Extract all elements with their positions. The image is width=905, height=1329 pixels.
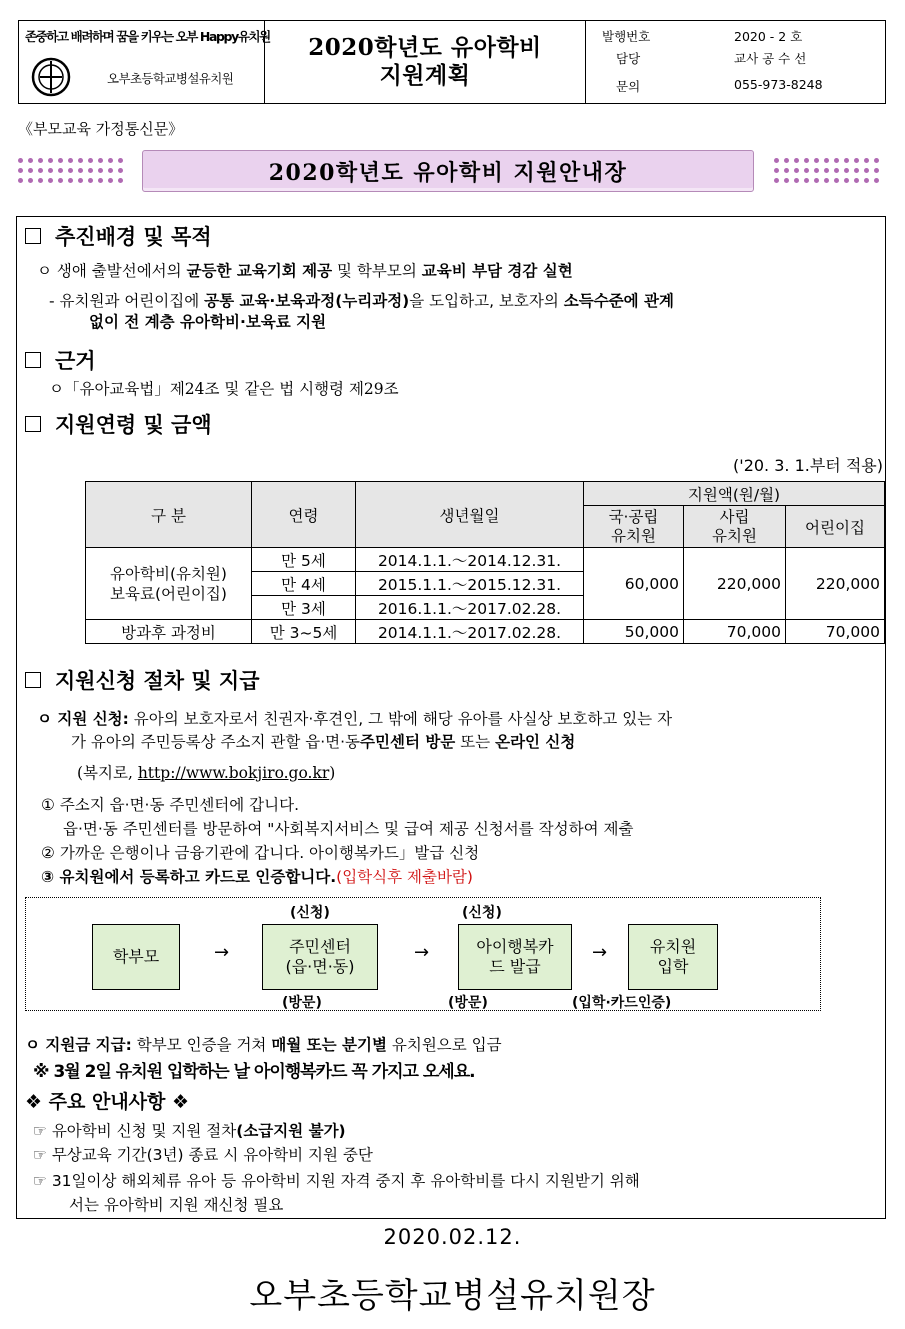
- text-bold: 매월 또는 분기별: [271, 1036, 387, 1054]
- banner-dot: [844, 168, 849, 173]
- banner-dot: [834, 178, 839, 183]
- section-amount-heading: [25, 409, 212, 439]
- cell-age: 만 3~5세: [252, 620, 356, 644]
- banner-dot: [68, 158, 73, 163]
- banner-dot: [824, 178, 829, 183]
- procedure-flow-diagram: [25, 897, 821, 1011]
- banner-dot: [774, 158, 779, 163]
- table-row: [86, 620, 885, 644]
- banner-dot: [794, 178, 799, 183]
- banner-dot: [68, 168, 73, 173]
- banner-dot: [814, 168, 819, 173]
- table-row: [86, 548, 885, 572]
- banner-dot: [804, 168, 809, 173]
- banner-dot: [68, 178, 73, 183]
- banner-dot: [118, 178, 123, 183]
- banner-dot: [88, 168, 93, 173]
- issue-value: 2020 - 2 호: [734, 29, 803, 44]
- banner-dot: [774, 168, 779, 173]
- flow-box-kindergarten: 유치원 입학: [628, 924, 718, 990]
- banner-dot: [784, 168, 789, 173]
- banner-dot: [18, 168, 23, 173]
- flow-box-card: 아이행복카 드 발급: [458, 924, 572, 990]
- charge-label: 담당: [616, 51, 641, 66]
- text: - 유치원과 어린이집에: [49, 292, 205, 310]
- banner-dot: [58, 158, 63, 163]
- school-info-cell: [19, 21, 270, 103]
- th-private: 사립 유치원: [684, 506, 786, 548]
- text: ): [329, 764, 336, 782]
- background-sub2: 없이 전 계층 유아학비·보육료 지원: [89, 313, 327, 331]
- cell-private: 70,000: [684, 620, 786, 644]
- banner-dot: [844, 158, 849, 163]
- apply-line2: [71, 730, 575, 752]
- checkbox-icon: [25, 228, 41, 244]
- flow-label-visit: (방문): [282, 995, 322, 1011]
- cell-age: 만 4세: [252, 572, 356, 596]
- step2: ② 가까운 은행이나 금융기관에 갑니다. 아이행복카드」발급 신청: [41, 844, 480, 862]
- banner-dot: [784, 178, 789, 183]
- school-name: 오부초등학교병설유치원: [107, 71, 234, 86]
- banner-dot: [874, 178, 879, 183]
- cell-public: 50,000: [584, 620, 684, 644]
- text-bold: 온라인 신청: [495, 733, 576, 751]
- banner-dot: [774, 178, 779, 183]
- banner-dot: [108, 158, 113, 163]
- banner-dot: [854, 158, 859, 163]
- banner-dot: [874, 158, 879, 163]
- text-bold: ㅇ 지원 신청:: [37, 710, 129, 728]
- banner-dot: [98, 178, 103, 183]
- banner-dot: [48, 158, 53, 163]
- cell-birth: 2016.1.1.～2017.02.28.: [356, 596, 584, 620]
- banner-dot: [784, 158, 789, 163]
- banner-dots-left: [16, 156, 128, 186]
- issue-label: 발행번호: [602, 29, 651, 44]
- flow-box-center: 주민센터 (읍·면·동): [262, 924, 378, 990]
- payment-line: [25, 1033, 502, 1055]
- newsletter-header: [18, 20, 886, 104]
- banner-dot: [78, 168, 83, 173]
- cell-category: 방과후 과정비: [86, 620, 252, 644]
- header-title-line2: 지원계획: [379, 62, 471, 89]
- banner-dot: [78, 158, 83, 163]
- arrow-right-icon: →: [592, 942, 608, 963]
- banner-dot: [38, 178, 43, 183]
- header-title-line1: 2020학년도 유아학비: [308, 34, 542, 61]
- basis-text: ㅇ「유아교육법」제24조 및 같은 법 시행령 제29조: [49, 380, 399, 398]
- flow-label-apply: (신청): [290, 905, 330, 921]
- flow-box-parent: 학부모: [92, 924, 180, 990]
- step1: ① 주소지 읍·면·동 주민센터에 갑니다.: [41, 796, 300, 814]
- issue-info-cell: [586, 21, 885, 103]
- step3: [41, 865, 473, 887]
- banner-dot: [854, 178, 859, 183]
- text-bold: 균등한 교육기회 제공: [186, 261, 333, 280]
- banner-dot: [824, 158, 829, 163]
- banner-dot: [58, 178, 63, 183]
- banner-dot: [864, 178, 869, 183]
- cell-age: 만 5세: [252, 548, 356, 572]
- text-bold: ㅇ 지원금 지급:: [25, 1036, 132, 1054]
- banner-dot: [804, 178, 809, 183]
- banner-dot: [804, 158, 809, 163]
- banner-dot: [28, 158, 33, 163]
- checkbox-icon: [25, 352, 41, 368]
- newsletter-type: 《부모교육 가정통신문》: [18, 120, 184, 138]
- banner-title: 2020학년도 유아학비 지원안내장: [142, 150, 754, 192]
- text-bold: 주민센터 방문: [360, 733, 456, 751]
- banner-dot: [854, 168, 859, 173]
- text: 을 도입하고, 보호자의: [409, 292, 564, 310]
- flow-label-visit: (방문): [448, 995, 488, 1011]
- banner-dot: [38, 158, 43, 163]
- text: 학부모 인증을 거쳐: [131, 1036, 272, 1054]
- contact-value: 055-973-8248: [734, 77, 823, 92]
- amount-note: ('20. 3. 1.부터 적용): [733, 456, 883, 475]
- banner-dot: [18, 158, 23, 163]
- section-heading-text: 추진배경 및 목적: [55, 225, 212, 249]
- text: 유아의 보호자로서 친권자·후견인, 그 밖에 해당 유아를 사실상 보호하고 있는 자: [128, 710, 673, 728]
- school-slogan: 존중하고 배려하며 꿈을 키우는 오부 Happy유치원: [25, 29, 270, 44]
- note-item: ☞ 무상교육 기간(3년) 종료 시 유아학비 지원 중단: [33, 1146, 373, 1164]
- text: 및 학부모의: [332, 262, 422, 280]
- note-item: [33, 1119, 346, 1141]
- apply-line1: [37, 707, 672, 729]
- text-bold: ③ 유치원에서 등록하고 카드로 인증합니다.: [41, 868, 337, 886]
- contact-label: 문의: [616, 79, 641, 94]
- banner-dot: [78, 178, 83, 183]
- flow-label-enter: (입학·카드인증): [572, 995, 672, 1011]
- section-basis-heading: [25, 345, 96, 375]
- text-bold: (소급지원 불가): [236, 1122, 346, 1140]
- text: 유치원으로 입금: [386, 1036, 502, 1054]
- cell-daycare: 220,000: [786, 548, 885, 620]
- text: (복지로,: [77, 764, 138, 782]
- notes-heading: ❖ 주요 안내사항 ❖: [25, 1091, 190, 1113]
- th-daycare: 어린이집: [786, 506, 885, 548]
- banner-dot: [874, 168, 879, 173]
- banner-dot: [58, 168, 63, 173]
- banner-dots-right: [772, 156, 884, 186]
- banner-dot: [108, 178, 113, 183]
- section-heading-text: 지원연령 및 금액: [55, 413, 212, 437]
- flow-label-apply: (신청): [462, 905, 502, 921]
- notice-red: (입학식후 제출바람): [336, 868, 473, 886]
- support-amount-table: [85, 481, 885, 644]
- principal-signature: 오부초등학교병설유치원장: [249, 1276, 656, 1316]
- bokjiro-line: [77, 761, 335, 783]
- cell-daycare: 70,000: [786, 620, 885, 644]
- banner-dot: [98, 158, 103, 163]
- background-bullet: [37, 259, 573, 281]
- banner-dot: [48, 168, 53, 173]
- banner-dot: [88, 158, 93, 163]
- text-bold: 소득수준에 관계: [563, 292, 674, 310]
- th-category: 구 분: [86, 482, 252, 548]
- banner-dot: [864, 158, 869, 163]
- cell-birth: 2015.1.1.～2015.12.31.: [356, 572, 584, 596]
- banner-dot: [794, 168, 799, 173]
- banner-dot: [844, 178, 849, 183]
- cell-age: 만 3세: [252, 596, 356, 620]
- text: 가 유아의 주민등록상 주소지 관할 읍·면·동: [71, 733, 361, 751]
- th-public: 국·공립 유치원: [584, 506, 684, 548]
- banner-dot: [28, 168, 33, 173]
- section-procedure-heading: [25, 665, 260, 695]
- banner-dot: [118, 158, 123, 163]
- banner-dot: [814, 178, 819, 183]
- cell-public: 60,000: [584, 548, 684, 620]
- background-sub1: [49, 289, 674, 311]
- note-item: ☞ 31일이상 해외체류 유아 등 유아학비 지원 자격 중지 후 유아학비를 다시 지원받기 위해: [33, 1172, 640, 1190]
- text-bold: 교육비 부담 경감 실현: [421, 261, 573, 280]
- section-heading-text: 근거: [55, 349, 96, 373]
- section-background-heading: [25, 221, 212, 251]
- banner-dot: [28, 178, 33, 183]
- checkbox-icon: [25, 672, 41, 688]
- cell-birth: 2014.1.1.～2017.02.28.: [356, 620, 584, 644]
- main-content: [16, 216, 886, 1219]
- th-birth: 생년월일: [356, 482, 584, 548]
- checkbox-icon: [25, 416, 41, 432]
- banner-dot: [864, 168, 869, 173]
- step1-detail: 읍·면·동 주민센터를 방문하여 "사회복지서비스 및 급여 제공 신청서를 작성하여 제출: [63, 820, 634, 838]
- cell-category: 유아학비(유치원) 보육료(어린이집): [86, 548, 252, 620]
- issue-date: 2020.02.12.: [383, 1225, 522, 1249]
- banner-dot: [88, 178, 93, 183]
- card-remark: ※ 3월 2일 유치원 입학하는 날 아이행복카드 꼭 가지고 오세요.: [33, 1062, 475, 1082]
- text: ㅇ 생애 출발선에서의: [37, 262, 187, 280]
- banner-dot: [98, 168, 103, 173]
- banner-dot: [118, 168, 123, 173]
- note-item-continued: 서는 유아학비 지원 재신청 필요: [69, 1196, 284, 1214]
- charge-value: 교사 공 수 선: [734, 51, 807, 66]
- text-bold: 공통 교육·보육과정(누리과정): [204, 292, 410, 310]
- arrow-right-icon: →: [214, 942, 230, 963]
- text: 또는: [455, 733, 496, 751]
- banner-dot: [834, 168, 839, 173]
- title-banner: [16, 150, 886, 192]
- banner-dot: [814, 158, 819, 163]
- banner-dot: [18, 178, 23, 183]
- banner-dot: [48, 178, 53, 183]
- school-emblem-icon: [31, 57, 71, 97]
- text: ☞ 유아학비 신청 및 지원 절차: [33, 1122, 237, 1140]
- banner-dot: [794, 158, 799, 163]
- section-heading-text: 지원신청 절차 및 지급: [55, 669, 260, 693]
- banner-dot: [108, 168, 113, 173]
- cell-birth: 2014.1.1.～2014.12.31.: [356, 548, 584, 572]
- th-amount: 지원액(원/월): [584, 482, 885, 506]
- banner-dot: [824, 168, 829, 173]
- banner-dot: [834, 158, 839, 163]
- banner-dot: [38, 168, 43, 173]
- arrow-right-icon: →: [414, 942, 430, 963]
- bokjiro-link[interactable]: http://www.bokjiro.go.kr: [137, 764, 330, 782]
- cell-private: 220,000: [684, 548, 786, 620]
- th-age: 연령: [252, 482, 356, 548]
- header-title: [265, 21, 586, 103]
